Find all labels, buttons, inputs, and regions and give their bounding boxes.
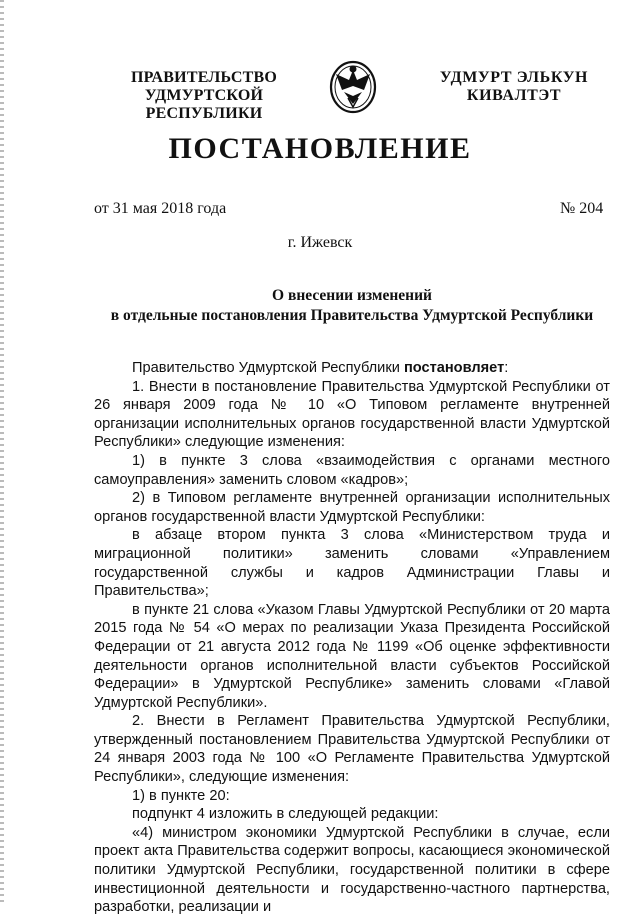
intro-text: Правительство Удмуртской Республики: [132, 360, 404, 376]
header-right-line2: КИВАЛТЭТ: [466, 87, 562, 104]
document-subject: [94, 286, 610, 326]
paragraph: 1. Внести в постановление Правительства Удмуртской Республики от 26 января 2009 года № 10 «О Типовом регламенте внутренней организации исполнительных органов государственной власти Удмуртской Республики» следующие изменения:: [94, 378, 610, 451]
paragraph: в пункте 21 слова «Указом Главы Удмуртской Республики от 20 марта 2015 года № 54 «О мерах по реализации Указа Президента Российской Федерации от 21 августа 2012 года № 1199 «Об оценке эффективности деятельности органов исполнительной власти субъектов Российской Федерации» в Удмуртской Республике» заменить словами «Главой Удмуртской Республики».: [94, 601, 610, 711]
coat-of-arms-icon: [328, 56, 378, 114]
subject-line2: в отдельные постановления Правительства Удмуртской Республики: [110, 307, 594, 324]
document-date: от 31 мая 2018 года: [94, 200, 227, 217]
document-number: № 204: [560, 200, 604, 217]
paragraph: «4) министром экономики Удмуртской Республики в случае, если проект акта Правительства содержит вопросы, касающиеся экономической политики Удмуртской Республики, государственной политики в сфере инвестиционной деятельности и государственно-частного партнерства, разработки, реализации и: [94, 824, 610, 916]
document-title: ПОСТАНОВЛЕНИЕ: [168, 132, 472, 165]
intro-colon: :: [504, 360, 509, 376]
header-left-line1: ПРАВИТЕЛЬСТВО: [130, 69, 278, 86]
paragraph-intro: [94, 359, 610, 378]
paragraph: подпункт 4 изложить в следующей редакции:: [132, 806, 439, 823]
paragraph: 1) в пункте 3 слова «взаимодействия с органами местного самоуправления» заменить словом «кадров»;: [94, 452, 610, 488]
header-right-line1: УДМУРТ ЭЛЬКУН: [439, 69, 589, 86]
header-left: [88, 69, 320, 123]
header-right: [420, 69, 608, 105]
paragraph: 2) в Типовом регламенте внутренней организации исполнительных органов государственной власти Удмуртской Республики:: [94, 490, 610, 525]
document-city: г. Ижевск: [287, 234, 353, 251]
intro-bold: постановляет: [403, 360, 505, 376]
header-left-line2: УДМУРТСКОЙ РЕСПУБЛИКИ: [144, 87, 264, 122]
paragraph: 1) в пункте 20:: [132, 787, 230, 804]
paragraph: в абзаце втором пункта 3 слова «Министерством труда и миграционной политики» заменить словами «Управлением государственной службы и кадров Администрации Главы и Правительства»;: [94, 527, 610, 600]
subject-line1: О внесении изменений: [272, 287, 432, 304]
document-body: [94, 359, 610, 917]
paragraph: 2. Внести в Регламент Правительства Удмуртской Республики, утвержденный постановлением Правительства Удмуртской Республики от 24 января 2003 года № 100 «О Регламенте Правительства Удмуртской Республики», следующие изменения:: [94, 713, 610, 786]
